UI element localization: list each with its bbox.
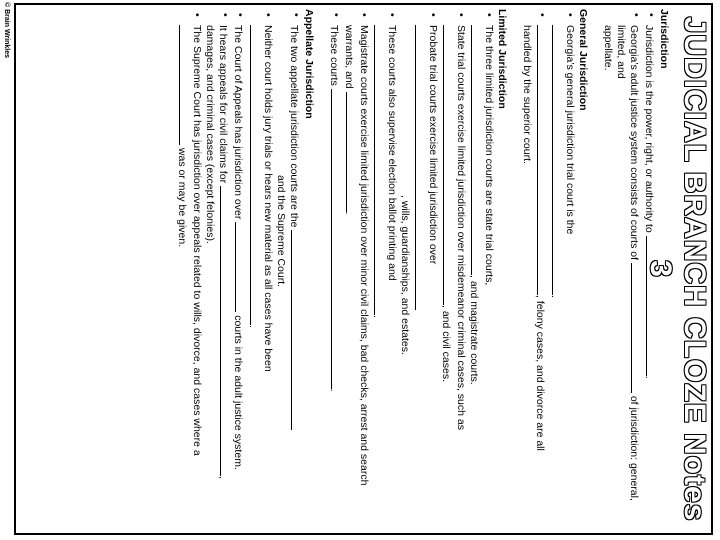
list-item: • The Court of Appeals has jurisdiction over courts in the adult justice system.: [232, 13, 246, 470]
fill-in-blank[interactable]: [443, 25, 454, 305]
bullet-icon: •: [645, 13, 657, 17]
fill-in-blank[interactable]: [552, 25, 563, 295]
list-item: • The three limited jurisdiction courts are state trial courts, , and magistrate courts.: [468, 13, 495, 385]
list-item: • , felony cases, and divorce are all handled by the superior court.: [521, 13, 548, 451]
fill-in-blank[interactable]: [374, 25, 385, 315]
slide-frame: [14, 3, 713, 535]
list-item: • Magistrate courts exercise limited jurisdiction over minor civil claims, bad checks, arrest and search warrants, and .: [343, 13, 370, 486]
list-item: • State trial courts exercise limited jurisdiction over misdemeanor criminal cases, such as , and civil cases.: [440, 13, 467, 430]
notes-content: [175, 9, 671, 529]
fill-in-blank[interactable]: [346, 92, 357, 212]
bullet-icon: •: [330, 13, 342, 17]
bullet-icon: •: [536, 13, 548, 17]
fill-in-blank[interactable]: [179, 25, 190, 145]
fill-in-blank[interactable]: [235, 222, 246, 312]
list-item: • These courts .: [328, 13, 342, 392]
fill-in-blank[interactable]: [537, 25, 548, 295]
bullet-icon: •: [455, 13, 467, 17]
list-item: • The Supreme Court has jurisdiction over appeals related to wills, divorce, and cases where a was or may be given.: [176, 13, 203, 456]
page-title: JUDICIAL BRANCH CLOZE Notes 3: [644, 16, 711, 522]
fill-in-blank[interactable]: [631, 263, 642, 393]
fill-in-blank[interactable]: [646, 236, 657, 376]
section-heading-jurisdiction: Jurisdiction: [658, 9, 670, 69]
bullet-icon: •: [262, 13, 274, 17]
fill-in-blank[interactable]: [415, 25, 426, 310]
section-heading-limited: Limited Jurisdiction: [496, 9, 508, 109]
bullet-icon: •: [191, 13, 203, 17]
rotated-slide: [16, 5, 711, 533]
bullet-icon: •: [483, 13, 495, 17]
section-heading-general: General Jurisdiction: [577, 9, 589, 111]
bullet-icon: •: [427, 13, 439, 17]
fill-in-blank[interactable]: [220, 186, 231, 476]
bullet-icon: •: [564, 13, 576, 17]
list-item: • Probate trial courts exercise limited jurisdiction over , wills, guardianships, and estates.: [399, 13, 439, 355]
bullet-icon: •: [290, 13, 302, 17]
list-item: • Neither court holds jury trials or hears new material as all cases have been .: [247, 13, 274, 372]
list-item: • The two appellate jurisdiction courts are the and the Supreme Court.: [274, 9, 302, 529]
list-item: • Georgia’s adult justice system consists of courts of of jurisdiction: general, limited, and appellate.: [602, 13, 642, 501]
list-item: • Georgia’s general jurisdiction trial court is the .: [549, 13, 576, 298]
fill-in-blank[interactable]: [471, 25, 482, 275]
bullet-icon: •: [358, 13, 370, 17]
bullet-icon: •: [219, 13, 231, 17]
bullet-icon: •: [386, 13, 398, 17]
list-item: • It hears appeals for civil claims for , damages, and criminal cases (except felonies).: [204, 13, 231, 479]
section-heading-appellate: Appellate Jurisdiction: [303, 9, 315, 119]
copyright-notice: © Brain Wrinkles: [3, 2, 10, 58]
fill-in-blank[interactable]: [291, 230, 302, 430]
bullet-icon: •: [630, 13, 642, 17]
list-item: • These courts also supervise election ballot printing and .: [371, 13, 398, 318]
fill-in-blank[interactable]: [250, 25, 261, 325]
list-item: • Jurisdiction is the power, right, or authority to .: [643, 13, 657, 379]
bullet-icon: •: [234, 13, 246, 17]
fill-in-blank[interactable]: [331, 89, 342, 389]
